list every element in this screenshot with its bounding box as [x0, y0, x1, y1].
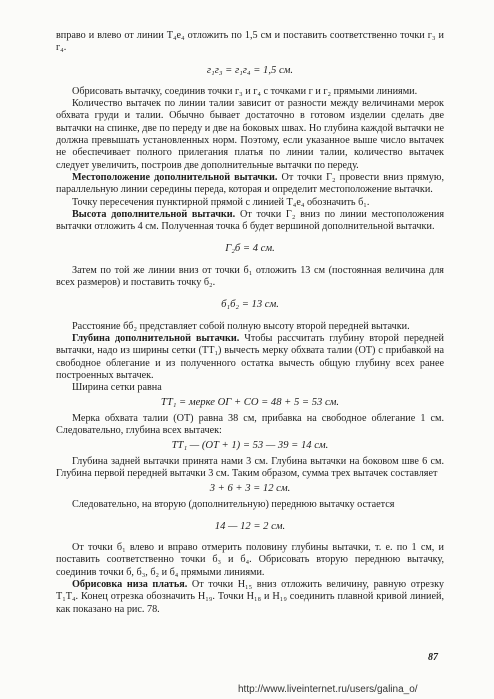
paragraph-text: От точки Г₂ вниз по линии местоположения вытачки отложить 4 см. Полученная точка б будет вершиной дополнительной вытачки.: [56, 208, 445, 233]
formula: ТТ₁ — (ОТ + 1) = 53 — 39 = 14 см.: [171, 440, 329, 452]
paragraph: От точки б₁ влево и вправо отмерить половину глубины вытачки, т. е. по 1 см, и поставить соответственно точки б₃ и б₄. Обрисовать вторую переднюю вытачку, соединив точки б, б₃, б₂ и б₄ прямыми линиями.: [56, 542, 444, 578]
paragraph: Затем по той же линии вниз от точки б₁ отложить 13 см (постоянная величина для всех размеров) и поставить точку б₂.: [56, 264, 444, 289]
section-heading: Обрисовка низа платья.: [72, 578, 188, 590]
section-heading: Глубина дополнительной вытачки.: [72, 332, 240, 344]
paragraph-text: Чтобы рассчитать глубину второй передней вытачки, надо из ширины сетки (ТТ₁) вычесть мерку обхвата талии (ОТ) с прибавкой на свободное облегание и из полученного остатка вычесть общую глубину всех ранее построенных вытачек.: [56, 332, 444, 381]
paragraph: вправо и влево от линии T₄e₄ отложить по 1,5 см и поставить соответственно точки г₃ и г₄.: [56, 30, 444, 54]
paragraph: Ширина сетки равна: [72, 382, 162, 394]
paragraph: [56, 209, 444, 234]
page-number: 87: [428, 652, 438, 663]
paragraph: Мерка обхвата талии (ОТ) равна 38 см, прибавка на свободное облегание 1 см. Следовательно, глубина всех вытачек:: [56, 412, 444, 437]
page-body: [56, 30, 444, 616]
paragraph: Расстояние бб₂ представляет собой полную высоту второй передней вытачки.: [72, 320, 410, 332]
formula: б₁б₂ = 13 см.: [221, 299, 279, 311]
formula: г₁г₃ = г₁г₄ = 1,5 см.: [206, 64, 294, 76]
paragraph: Следовательно, на вторую (дополнительную) переднюю вытачку остается: [72, 498, 395, 510]
watermark-url: http://www.liveinternet.ru/users/galina_o/: [238, 684, 418, 695]
paragraph: Количество вытачек по линии талии зависит от разности между величинами мерок обхвата груди и талии. Обычно бывает достаточно в готовом изделии сделать две вытачки на спинке, две по переду и две на боковых швах. Но глубина каждой вытачки не должна превышать установленных норм. Поэтому, если указанное выше число вытачек не обеспечивает полного прилегания платья по линии талии, количество вытачек следует увеличить, построив две дополнительные вытачки по переду.: [56, 98, 444, 171]
paragraph: [56, 579, 444, 616]
paragraph: Глубина задней вытачки принята нами 3 см. Глубина вытачки на боковом шве 6 см. Глубина первой передней вытачки 3 см. Таким образом, сумма трех вытачек составляет: [56, 455, 444, 479]
formula: 14 — 12 = 2 см.: [214, 520, 286, 532]
paragraph: Точку пересечения пунктирной прямой с линией T₄e₄ обозначить б₁.: [72, 196, 370, 208]
section-heading: Высота дополнительной вытачки.: [72, 208, 236, 220]
formula: 3 + 6 + 3 = 12 см.: [209, 483, 291, 495]
paragraph: [56, 333, 444, 382]
paragraph: [56, 172, 444, 197]
paragraph-text: От точки Н₁₅ вниз отложить величину, равную отрезку Т₁Т₄. Конец отрезка обозначить Н₁₉. Точки Н₁₈ и Н₁₉ соединить плавной кривой линией, как показано на рис. 78.: [56, 578, 444, 615]
paragraph-text: От точки Г₂ провести вниз прямую, параллельную линии середины переда, которая и определит местоположение вытачки.: [56, 171, 444, 196]
formula: Г₂б = 4 см.: [225, 243, 275, 255]
section-heading: Местоположение дополнительной вытачки.: [72, 171, 278, 183]
paragraph: Обрисовать вытачку, соединив точки г₃ и г₄ с точками г и г₂ прямыми линиями.: [72, 85, 418, 97]
formula: ТТ₁ = мерке ОГ + СО = 48 + 5 = 53 см.: [160, 397, 340, 409]
